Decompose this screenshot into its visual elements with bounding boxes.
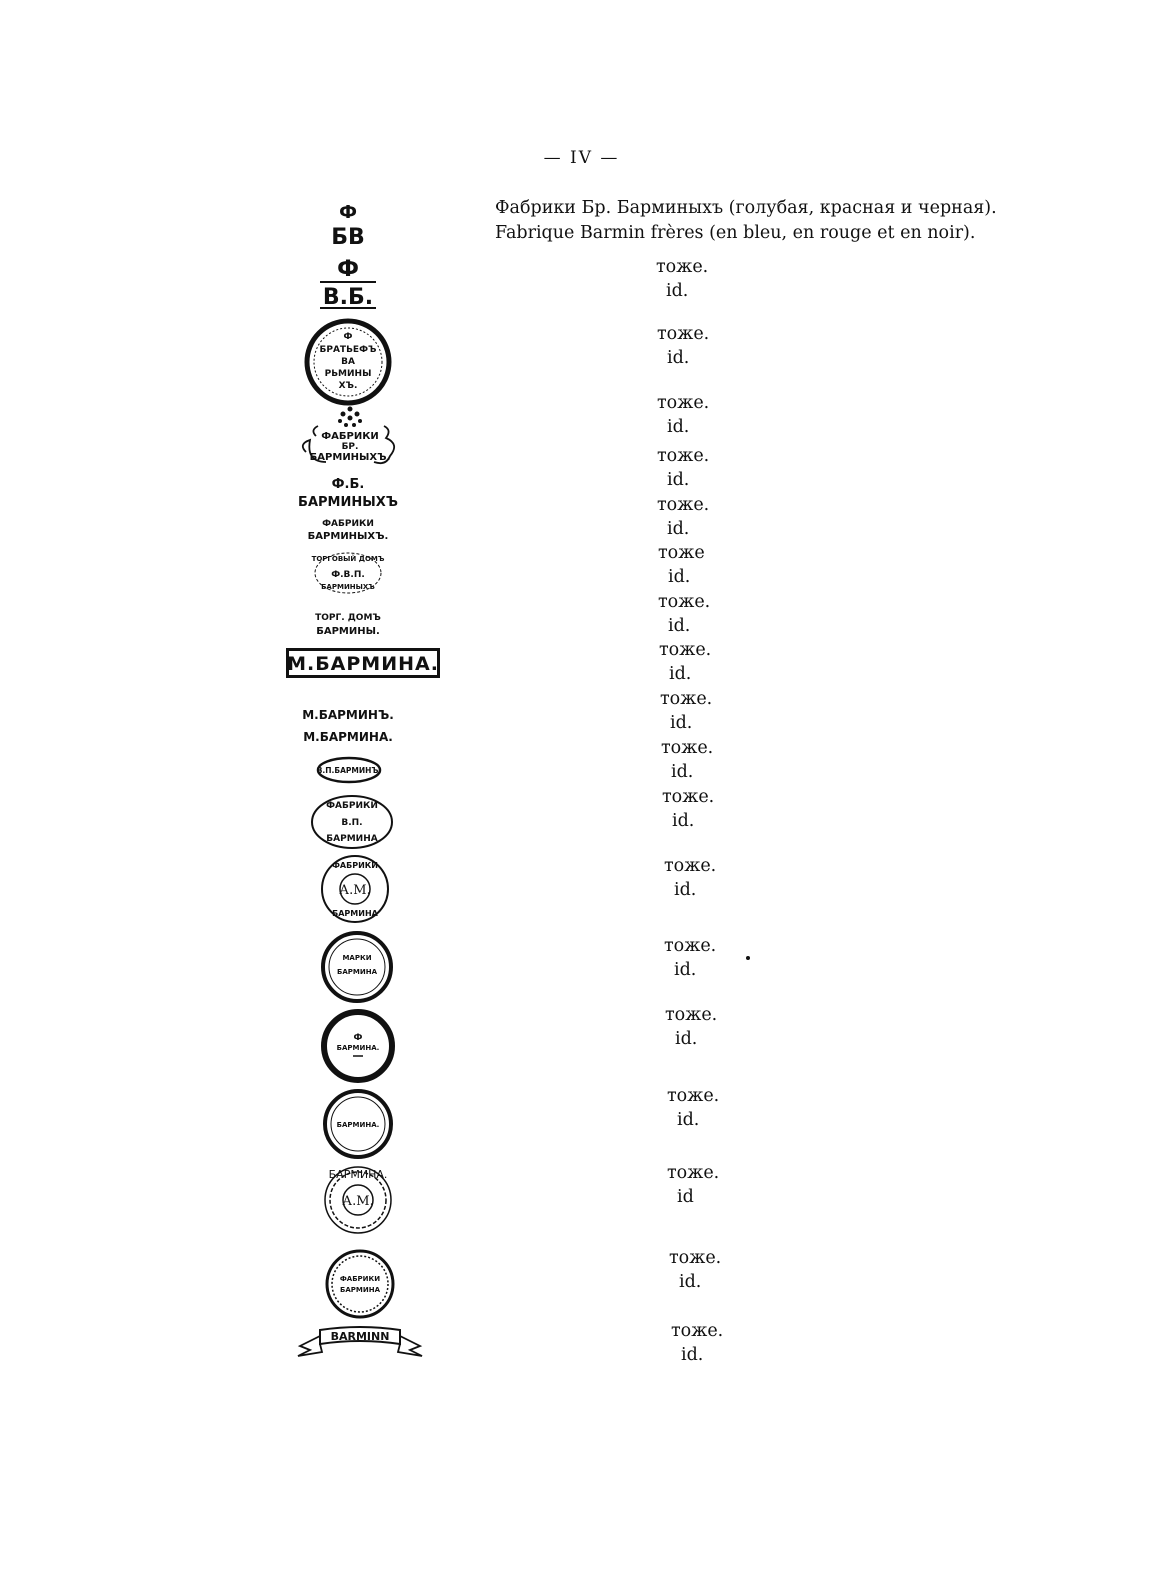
description-4 bbox=[657, 444, 709, 492]
description-8 bbox=[659, 638, 711, 686]
description-ru: тоже. bbox=[657, 393, 710, 413]
mark-3-line-5: ХЪ. bbox=[338, 381, 358, 391]
description-ru: тоже. bbox=[661, 738, 714, 758]
mark-1-line-2: БВ bbox=[331, 225, 365, 250]
mark-4-line-3: БАРМИНЫХЪ. bbox=[309, 452, 391, 463]
mark-20 bbox=[296, 1324, 424, 1364]
mark-18 bbox=[322, 1164, 394, 1236]
mark-2-line-2: В.Б. bbox=[322, 285, 374, 310]
mark-11-line-1: М.БАРМИНА. bbox=[303, 730, 393, 744]
mark-8 bbox=[306, 608, 390, 640]
header-french: Fabrique Barmin frères (en bleu, en rouge et en noir). bbox=[495, 223, 976, 243]
description-ru: тоже. bbox=[667, 1086, 720, 1106]
description-fr: id. bbox=[674, 960, 697, 980]
mark-5-line-2: БАРМИНЫХЪ bbox=[298, 495, 398, 510]
mark-14-line-2: А.М. bbox=[339, 883, 371, 898]
description-15 bbox=[667, 1084, 719, 1132]
mark-5 bbox=[300, 472, 396, 512]
mark-17-line-1: БАРМИНА. bbox=[336, 1121, 380, 1129]
description-fr: id. bbox=[668, 567, 691, 587]
description-fr: id. bbox=[667, 519, 690, 539]
mark-13-line-3: БАРМИНА bbox=[326, 834, 378, 844]
mark-6-line-1: ФАБРИКИ bbox=[322, 519, 374, 529]
mark-4-line-2: БР. bbox=[341, 442, 359, 452]
mark-3-line-1: Ф bbox=[343, 332, 353, 342]
description-2 bbox=[657, 322, 709, 370]
description-ru: тоже. bbox=[662, 787, 715, 807]
description-fr: id. bbox=[667, 417, 690, 437]
description-ru: тоже. bbox=[657, 446, 710, 466]
mark-7-line-1: ТОРГОВЫЙ ДОМЪ bbox=[311, 555, 385, 563]
mark-3 bbox=[302, 316, 394, 408]
mark-19-line-2: БАРМИНА bbox=[340, 1286, 380, 1294]
mark-8-line-1: ТОРГ. ДОМЪ bbox=[315, 613, 381, 623]
mark-16 bbox=[320, 1008, 396, 1084]
mark-9 bbox=[286, 648, 440, 678]
description-ru: тоже. bbox=[657, 495, 710, 515]
mark-15-line-2: БАРМИНА bbox=[337, 968, 377, 976]
mark-19-line-1: ФАБРИКИ bbox=[339, 1275, 381, 1283]
mark-18-line-1: БАРМИНА. bbox=[328, 1168, 388, 1181]
description-10 bbox=[661, 736, 713, 784]
mark-8-line-2: БАРМИНЫ. bbox=[316, 626, 380, 637]
description-5 bbox=[657, 493, 709, 541]
description-9 bbox=[660, 687, 712, 735]
description-13 bbox=[664, 934, 716, 982]
description-fr: id. bbox=[667, 470, 690, 490]
ink-speck bbox=[746, 956, 750, 960]
mark-3-line-2: БРАТЬЕФЪ bbox=[319, 345, 377, 355]
mark-6-line-2: БАРМИНЫХЪ. bbox=[307, 531, 389, 542]
description-ru: тоже. bbox=[658, 592, 711, 612]
description-fr: id. bbox=[669, 664, 692, 684]
description-fr: id bbox=[677, 1187, 694, 1207]
mark-9-line-1: М.БАРМИНА. bbox=[287, 653, 439, 675]
mark-5-line-1: Ф.Б. bbox=[331, 477, 365, 492]
description-ru: тоже. bbox=[664, 856, 717, 876]
description-ru: тоже. bbox=[656, 257, 709, 277]
mark-15-line-1: МАРКИ bbox=[342, 954, 372, 962]
description-ru: тоже. bbox=[671, 1321, 724, 1341]
description-18 bbox=[671, 1319, 723, 1367]
description-ru: тоже bbox=[658, 543, 705, 563]
mark-6 bbox=[304, 514, 392, 546]
mark-14 bbox=[320, 854, 390, 924]
description-ru: тоже. bbox=[664, 936, 717, 956]
page-number: — IV — bbox=[543, 148, 620, 168]
description-fr: id. bbox=[667, 348, 690, 368]
description-fr: id. bbox=[671, 762, 694, 782]
mark-13-line-2: В.П. bbox=[341, 818, 363, 828]
mark-18-line-2: А.М. bbox=[342, 1194, 374, 1209]
description-ru: тоже. bbox=[657, 324, 710, 344]
description-12 bbox=[664, 854, 716, 902]
description-11 bbox=[662, 785, 714, 833]
description-1 bbox=[656, 255, 708, 303]
description-6 bbox=[658, 541, 705, 589]
mark-20-line-1: BARMINN bbox=[330, 1330, 390, 1343]
description-14 bbox=[665, 1003, 717, 1051]
description-fr: id. bbox=[666, 281, 689, 301]
mark-3-line-4: РЬМИНЫ bbox=[324, 369, 372, 379]
description-fr: id. bbox=[672, 811, 695, 831]
mark-19 bbox=[324, 1248, 396, 1320]
mark-14-line-1: ФАБРИКИ bbox=[331, 861, 379, 870]
description-fr: id. bbox=[675, 1029, 698, 1049]
mark-7 bbox=[312, 550, 384, 596]
header-russian: Фабрики Бр. Барминыхъ (голубая, красная и черная). bbox=[495, 198, 997, 218]
mark-11 bbox=[302, 726, 394, 746]
description-7 bbox=[658, 590, 710, 638]
mark-16-line-2: БАРМИНА. bbox=[336, 1044, 380, 1052]
mark-16-line-1: Ф bbox=[353, 1033, 363, 1043]
mark-13 bbox=[310, 794, 394, 850]
mark-13-line-1: ФАБРИКИ bbox=[326, 801, 378, 811]
description-fr: id. bbox=[677, 1110, 700, 1130]
description-ru: тоже. bbox=[669, 1248, 722, 1268]
mark-1-line-1: Ф bbox=[339, 202, 357, 223]
mark-2-line-1: Ф bbox=[337, 257, 359, 282]
mark-10-line-1: М.БАРМИНЪ. bbox=[302, 708, 394, 722]
mark-4-line-1: ФАБРИКИ bbox=[321, 431, 379, 442]
description-ru: тоже. bbox=[659, 640, 712, 660]
description-fr: id. bbox=[681, 1345, 704, 1365]
mark-17 bbox=[322, 1088, 394, 1160]
mark-10 bbox=[304, 704, 392, 724]
mark-4 bbox=[296, 404, 404, 470]
description-3 bbox=[657, 391, 709, 439]
mark-3-line-3: ВА bbox=[341, 357, 355, 367]
description-17 bbox=[669, 1246, 721, 1294]
mark-7-line-3: БАРМИНЫХЪ bbox=[321, 583, 375, 591]
mark-15 bbox=[320, 930, 394, 1004]
mark-1 bbox=[318, 200, 378, 248]
mark-12-line-1: В.П.БАРМИНЪ. bbox=[316, 766, 382, 775]
description-ru: тоже. bbox=[665, 1005, 718, 1025]
description-ru: тоже. bbox=[660, 689, 713, 709]
description-fr: id. bbox=[670, 713, 693, 733]
description-ru: тоже. bbox=[667, 1163, 720, 1183]
mark-2 bbox=[312, 254, 384, 310]
mark-7-line-2: Ф.В.П. bbox=[331, 570, 365, 580]
mark-12 bbox=[316, 756, 382, 784]
description-fr: id. bbox=[674, 880, 697, 900]
description-16 bbox=[667, 1161, 719, 1209]
mark-14-line-3: БАРМИНА bbox=[332, 909, 378, 918]
description-fr: id. bbox=[679, 1272, 702, 1292]
description-fr: id. bbox=[668, 616, 691, 636]
